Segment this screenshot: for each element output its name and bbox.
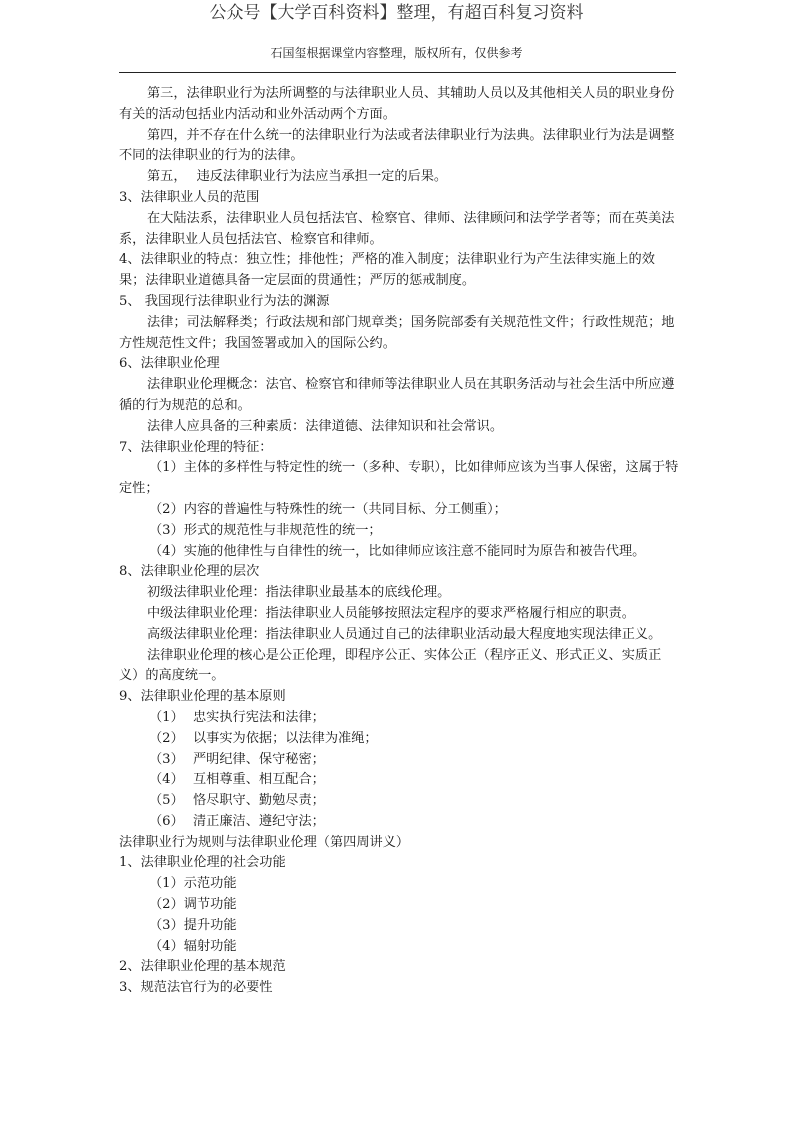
list-item: （1）示范功能 (149, 876, 237, 892)
paragraph: 法律；司法解释类；行政法规和部门规章类；国务院部委有关规范性文件；行政性规范；地方性规范性文件；我国签署或加入的国际公约。 (119, 314, 675, 351)
list-item: （2）内容的普遍性与特殊性的统一（共同目标、分工侧重）； (149, 501, 507, 517)
paragraph: 高级法律职业伦理：指法律职业人员通过自己的法律职业活动最大程度地实现法律正义。 (147, 626, 662, 642)
document-subtitle: 石国玺根据课堂内容整理，版权所有，仅供参考 (270, 46, 523, 60)
paragraph-label: 第五， (147, 169, 187, 185)
paragraph (119, 167, 679, 188)
section-heading: 9、法律职业伦理的基本原则 (119, 689, 286, 705)
lecture-title: 法律职业行为规则与法律职业伦理（第四周讲义） (119, 834, 410, 850)
section-heading: 1、法律职业伦理的社会功能 (119, 855, 286, 871)
section-heading: 3、规范法官行为的必要性 (119, 980, 273, 996)
list-item: （5） 恪尽职守、勤勉尽责； (149, 793, 325, 809)
section-heading: 2、法律职业伦理的基本规范 (119, 959, 286, 975)
list-item: （2）调节功能 (149, 897, 237, 913)
section-heading: 5、 我国现行法律职业行为法的渊源 (119, 293, 330, 309)
section-heading: 4、法律职业的特点：独立性；排他性；严格的准入制度；法律职业行为产生法律实施上的效果；法律职业道德具备一定层面的贯通性；严厉的惩戒制度。 (119, 252, 655, 289)
section-heading: 6、法律职业伦理 (119, 356, 220, 372)
watermark-header: 公众号【大学百科资料】整理，有超百科复习资料 (209, 3, 584, 23)
paragraph: 中级法律职业伦理：指法律职业人员能够按照法定程序的要求严格履行相应的职责。 (147, 605, 635, 621)
paragraph: 法律人应具备的三种素质：法律道德、法律知识和社会常识。 (147, 418, 504, 434)
list-item: （3） 严明纪律、保守秘密； (149, 751, 325, 767)
list-item: （4）实施的他律性与自律性的统一，比如律师应该注意不能同时为原告和被告代理。 (149, 543, 646, 559)
list-item: （3）形式的规范性与非规范性的统一； (149, 522, 382, 538)
paragraph: 第四，并不存在什么统一的法律职业行为法或者法律职业行为法典。法律职业行为法是调整不同的法律职业的行为的法律。 (119, 127, 675, 164)
section-heading: 7、法律职业伦理的特征： (119, 439, 273, 455)
paragraph: 法律职业伦理概念：法官、检察官和律师等法律职业人员在其职务活动与社会生活中所应遵循的行为规范的总和。 (119, 377, 675, 413)
list-item: （4） 互相尊重、相互配合； (149, 772, 325, 788)
list-item: （4）辐射功能 (149, 938, 237, 954)
paragraph: 第三，法律职业行为法所调整的与法律职业人员、其辅助人员以及其他相关人员的职业身份有关的活动包括业内活动和业外活动两个方面。 (119, 86, 675, 122)
list-item: （2） 以事实为依据；以法律为准绳； (149, 730, 378, 746)
paragraph: 在大陆法系，法律职业人员包括法官、检察官、律师、法律顾问和法学学者等；而在英美法系，法律职业人员包括法官、检察官和律师。 (119, 210, 675, 247)
list-item: （3）提升功能 (149, 917, 237, 933)
document-body (119, 84, 679, 999)
paragraph-text: 违反法律职业行为法应当承担一定的后果。 (196, 169, 448, 185)
section-heading: 8、法律职业伦理的层次 (119, 564, 260, 580)
list-item: （6） 清正廉洁、遵纪守法； (149, 813, 325, 829)
paragraph: 法律职业伦理的核心是公正伦理，即程序公正、实体公正（程序正义、形式正义、实质正义）的高度统一。 (119, 647, 662, 684)
section-heading: 3、法律职业人员的范围 (119, 189, 260, 205)
header-divider (119, 72, 676, 73)
paragraph: 初级法律职业伦理：指法律职业最基本的底线伦理。 (147, 585, 451, 601)
list-item: （1） 忠实执行宪法和法律； (149, 709, 325, 725)
list-item: （1）主体的多样性与特定性的统一（多种、专职），比如律师应该为当事人保密，这属于特定性； (119, 460, 679, 497)
